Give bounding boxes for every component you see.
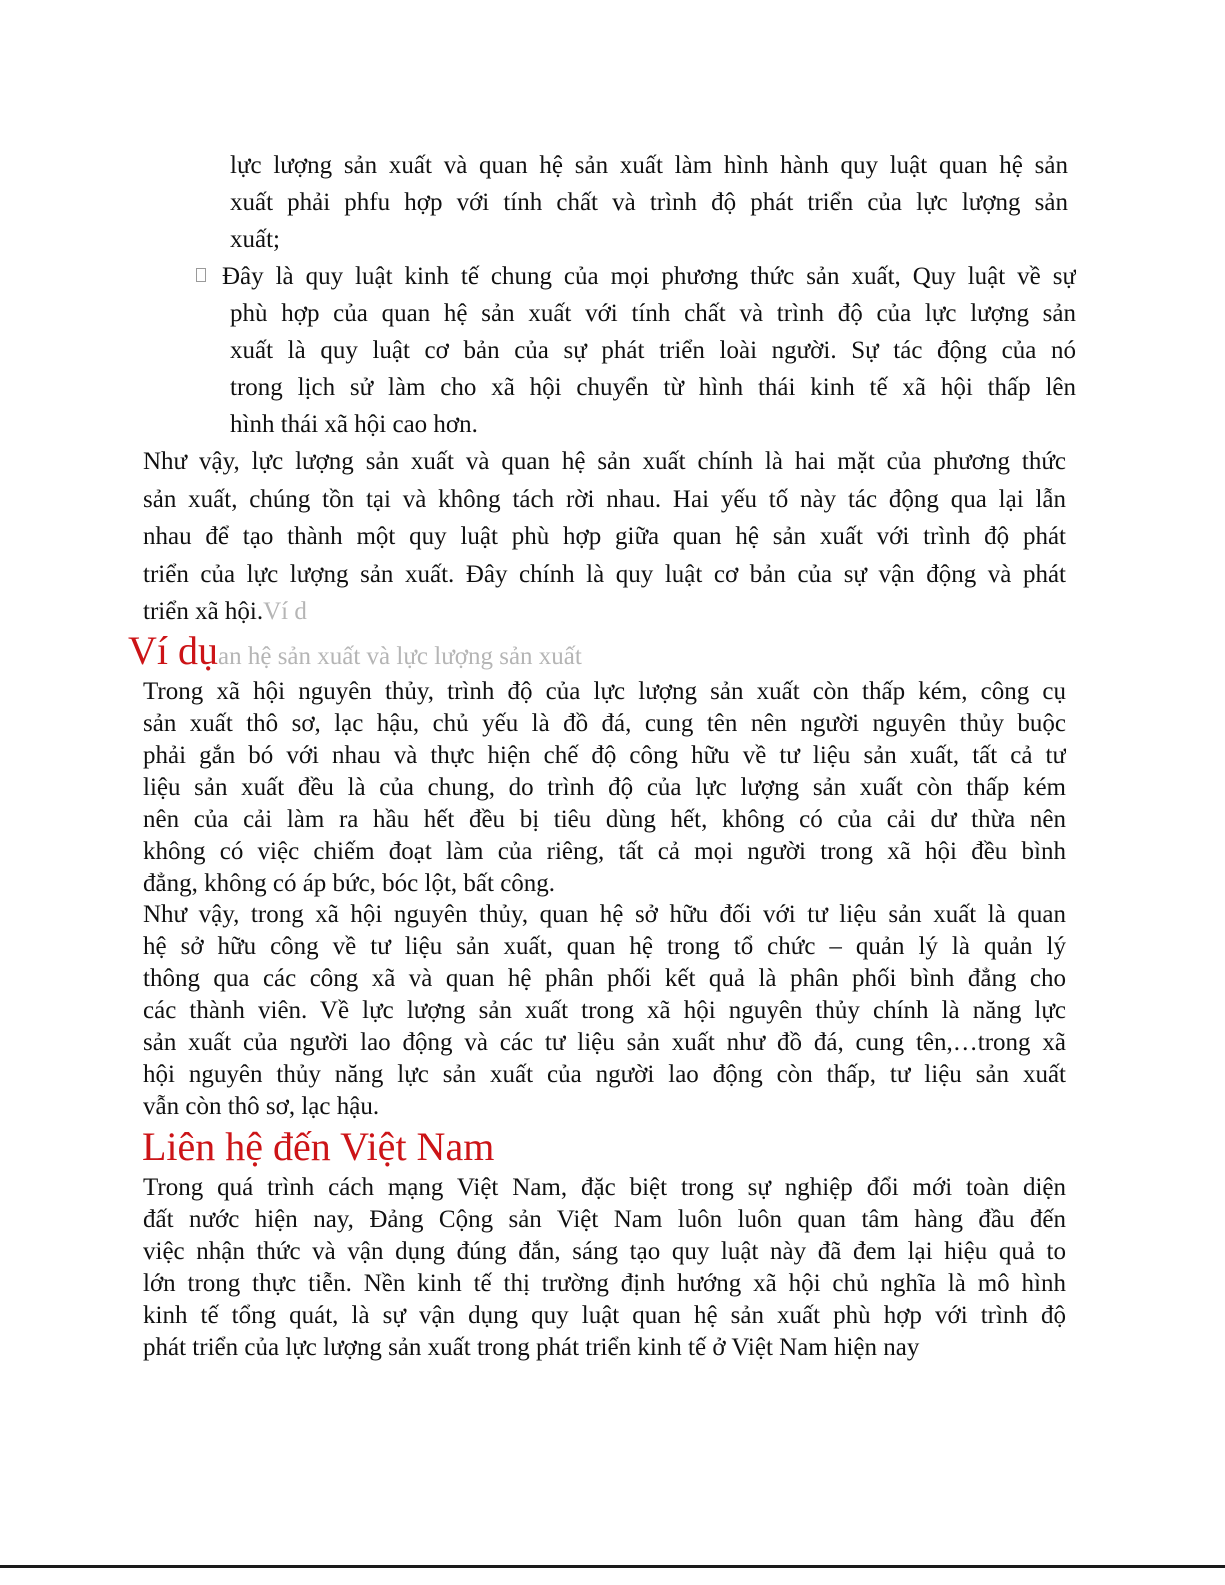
text-line: Trong xã hội nguyên thủy, trình độ của lực lượng sản xuất còn thấp kém, công cụ [143,678,1066,705]
text-line: hình thái xã hội cao hơn. [230,411,478,438]
text-line: trong lịch sử làm cho xã hội chuyển từ hình thái kinh tế xã hội thấp lên [230,374,1076,401]
example-heading [128,626,582,682]
text-line: phát triển của lực lượng sản xuất trong phát triển kinh tế ở Việt Nam hiện nay [143,1334,920,1361]
text-line: Như vậy, lực lượng sản xuất và quan hệ sản xuất chính là hai mặt của phương thức [143,448,1066,475]
text-line: nhau để tạo thành một quy luật phù hợp giữa quan hệ sản xuất với trình độ phát [143,523,1066,550]
text-line: hệ sở hữu công về tư liệu sản xuất, quan hệ trong tổ chức – quản lý là quản lý [143,933,1066,960]
bullet-item [230,295,1076,443]
bullet-item-first-line [222,258,1076,295]
text-line: việc nhận thức và vận dụng đúng đắn, sáng tạo quy luật này đã đem lại hiệu quả to [143,1238,1066,1265]
text-line: liệu sản xuất đều là của chung, do trình độ của lực lượng sản xuất còn thấp kém [143,774,1066,801]
text-line: Trong quá trình cách mạng Việt Nam, đặc biệt trong sự nghiệp đổi mới toàn diện [143,1174,1066,1201]
ghost-text: Ví d [263,598,307,625]
heading-title: Ví dụ [128,628,218,673]
text-line: sản xuất, chúng tồn tại và không tách rời nhau. Hai yếu tố này tác động qua lại lẫn [143,485,1066,513]
text-line: xuất phải phfu hợp với tính chất và trình độ phát triển của lực lượng sản [230,189,1068,216]
text-line: phù hợp của quan hệ sản xuất với tính chất và trình độ của lực lượng sản [230,300,1076,327]
text-line: triển của lực lượng sản xuất. Đây chính là quy luật cơ bản của sự vận động và phát [143,560,1066,588]
text-line: đẳng, không có áp bức, bóc lột, bất công. [143,870,556,897]
text-line: xuất là quy luật cơ bản của sự phát triển loài người. Sự tác động của nó [230,337,1076,364]
text-line: lực lượng sản xuất và quan hệ sản xuất làm hình hành quy luật quan hệ sản [230,152,1068,179]
text-line: sản xuất của người lao động và các tư liệu sản xuất như đồ đá, cung tên,…trong xã [143,1029,1066,1056]
vietnam-paragraph [143,1172,1066,1364]
text-line: phải gắn bó với nhau và thực hiện chế độ công hữu về tư liệu sản xuất, tất cả tư [143,742,1066,769]
text-line: thông qua các công xã và quan hệ phân phối kết quả là phân phối bình đẳng cho [143,965,1066,992]
text-line: không có việc chiếm đoạt làm của riêng, tất cả mọi người trong xã hội đều bình [143,838,1066,865]
text-line: Như vậy, trong xã hội nguyên thủy, quan hệ sở hữu đối với tư liệu sản xuất là quan [143,901,1066,928]
text-line: Đây là quy luật kinh tế chung của mọi phương thức sản xuất, Quy luật về sự [222,263,1076,290]
ghost-text: an hệ sản xuất và lực lượng sản xuất [218,643,582,670]
text-line: nên của cải làm ra hầu hết đều bị tiêu dùng hết, không có của cải dư thừa nên [143,806,1066,833]
text-line: các thành viên. Về lực lượng sản xuất trong xã hội nguyên thủy chính là năng lực [143,997,1066,1024]
text-line: hội nguyên thủy năng lực sản xuất của người lao động còn thấp, tư liệu sản xuất [143,1061,1066,1088]
summary-paragraph [143,443,1066,631]
summary-last-line: triển xã hội. [143,598,264,625]
text-line: sản xuất thô sơ, lạc hậu, chủ yếu là đồ đá, cung tên nên người nguyên thủy buộc [143,710,1066,737]
text-line: kinh tế tổng quát, là sự vận dụng quy luật quan hệ sản xuất phù hợp với trình độ [143,1302,1066,1329]
text-line: xuất; [230,226,280,253]
text-line: lớn trong thực tiễn. Nền kinh tế thị trường định hướng xã hội chủ nghĩa là mô hình [143,1270,1066,1297]
list-item-continuation [230,147,1068,258]
example-paragraph [143,899,1066,1123]
text-line: đất nước hiện nay, Đảng Cộng sản Việt Nam luôn luôn quan tâm hàng đầu đến [143,1206,1066,1233]
missing-glyph-box-icon [196,268,206,282]
text-line [143,593,1066,631]
page-bottom-rule [0,1565,1225,1568]
example-paragraph [143,676,1066,900]
text-line: vẫn còn thô sơ, lạc hậu. [143,1093,380,1120]
vietnam-heading: Liên hệ đến Việt Nam [142,1124,495,1169]
